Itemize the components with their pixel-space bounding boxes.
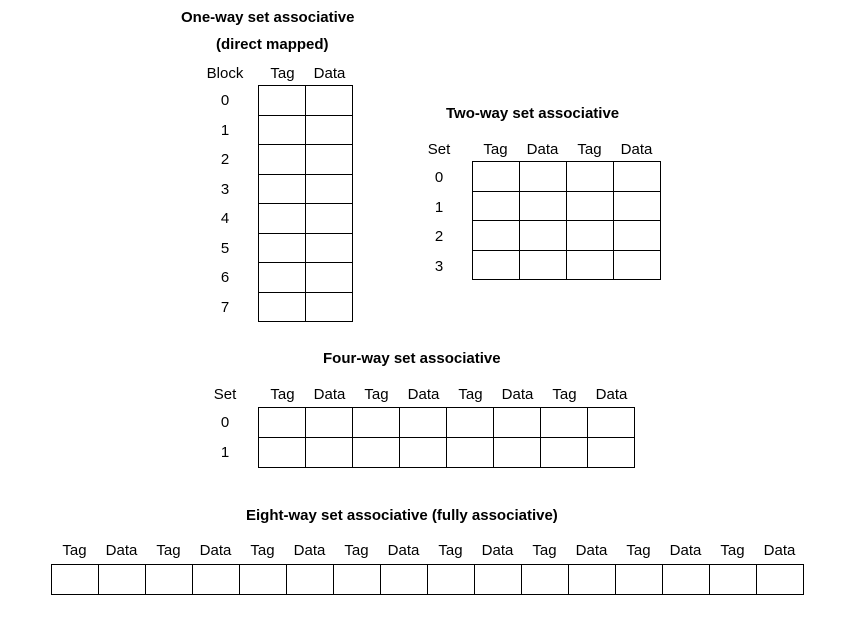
cache-cell [353, 408, 400, 438]
column-header: Data [501, 386, 534, 403]
cache-cell [306, 175, 353, 205]
two-way-set-header: Set [427, 141, 451, 158]
cache-cell [494, 408, 541, 438]
cache-cell [259, 175, 306, 205]
one-way-data-header: Data [313, 65, 346, 82]
cache-cell [447, 408, 494, 438]
cache-cell [259, 86, 306, 116]
block-number-label: 3 [220, 180, 230, 198]
cache-cell [259, 145, 306, 175]
cache-cell [306, 116, 353, 146]
column-header: Data [763, 542, 796, 559]
cache-cell [614, 221, 661, 251]
one-way-block-header: Block [206, 65, 244, 82]
set-number-label: 1 [220, 444, 230, 461]
column-header: Data [407, 386, 440, 403]
one-way-title: One-way set associative [181, 9, 355, 26]
cache-cell [522, 565, 569, 595]
cache-cell [259, 116, 306, 146]
cache-cell [306, 234, 353, 264]
cache-cell [381, 565, 428, 595]
cache-cell [259, 204, 306, 234]
block-number-label: 4 [220, 210, 230, 227]
column-header: Tag [364, 386, 389, 403]
cache-cell [475, 565, 522, 595]
column-header: Tag [720, 542, 745, 559]
two-way-cache-grid [472, 161, 661, 280]
cache-cell [663, 565, 710, 595]
column-header: Tag [483, 141, 508, 158]
cache-cell [334, 565, 381, 595]
cache-cell [567, 162, 614, 192]
cache-cell [541, 438, 588, 468]
cache-cell [306, 293, 353, 323]
block-number-label: 5 [220, 239, 230, 257]
cache-cell [757, 565, 804, 595]
column-header: Tag [62, 542, 87, 559]
cache-cell [520, 221, 567, 251]
block-number-label: 1 [220, 121, 230, 139]
column-header: Tag [577, 141, 602, 158]
cache-cell [541, 408, 588, 438]
column-header: Tag [250, 542, 275, 559]
cache-cell [473, 162, 520, 192]
set-number-label: 0 [434, 169, 444, 186]
cache-cell [567, 192, 614, 222]
cache-cell [614, 192, 661, 222]
cache-cell [259, 293, 306, 323]
column-header: Data [293, 542, 326, 559]
cache-cell [447, 438, 494, 468]
cache-cell [306, 86, 353, 116]
column-header: Data [387, 542, 420, 559]
cache-cell [473, 251, 520, 281]
cache-cell [473, 192, 520, 222]
cache-cell [306, 204, 353, 234]
cache-cell [614, 162, 661, 192]
block-number-label: 7 [220, 298, 230, 316]
cache-cell [567, 251, 614, 281]
one-way-tag-header: Tag [270, 65, 295, 82]
block-number-label: 0 [220, 92, 230, 109]
column-header: Data [481, 542, 514, 559]
cache-cell [240, 565, 287, 595]
cache-cell [306, 145, 353, 175]
eight-way-title: Eight-way set associative (fully associative) [246, 507, 558, 524]
cache-cell [259, 408, 306, 438]
column-header: Tag [532, 542, 557, 559]
cache-cell [259, 263, 306, 293]
cache-cell [353, 438, 400, 468]
column-header: Tag [344, 542, 369, 559]
set-number-label: 1 [434, 198, 444, 216]
block-number-label: 2 [220, 151, 230, 168]
cache-cell [588, 408, 635, 438]
four-way-cache-grid [258, 407, 635, 468]
set-number-label: 0 [220, 414, 230, 431]
cache-cell [52, 565, 99, 595]
cache-cell [400, 438, 447, 468]
cache-cell [306, 438, 353, 468]
cache-cell [567, 221, 614, 251]
cache-cell [520, 192, 567, 222]
column-header: Data [313, 386, 346, 403]
column-header: Data [669, 542, 702, 559]
cache-cell [520, 251, 567, 281]
cache-cell [193, 565, 240, 595]
column-header: Tag [156, 542, 181, 559]
set-number-label: 2 [434, 228, 444, 245]
set-number-label: 3 [434, 257, 444, 275]
four-way-set-header: Set [213, 386, 237, 403]
cache-cell [616, 565, 663, 595]
cache-cell [146, 565, 193, 595]
cache-cell [473, 221, 520, 251]
block-number-label: 6 [220, 269, 230, 286]
column-header: Tag [458, 386, 483, 403]
one-way-cache-grid [258, 85, 353, 322]
column-header: Data [595, 386, 628, 403]
cache-cell [494, 438, 541, 468]
cache-cell [287, 565, 334, 595]
eight-way-cache-grid [51, 564, 804, 595]
cache-cell [306, 263, 353, 293]
column-header: Tag [552, 386, 577, 403]
column-header: Data [105, 542, 138, 559]
two-way-title: Two-way set associative [446, 105, 620, 122]
cache-cell [400, 408, 447, 438]
column-header: Tag [438, 542, 463, 559]
cache-cell [259, 234, 306, 264]
cache-cell [99, 565, 146, 595]
column-header: Data [526, 141, 559, 158]
one-way-subtitle: (direct mapped) [216, 36, 329, 53]
column-header: Data [199, 542, 232, 559]
cache-cell [306, 408, 353, 438]
cache-cell [710, 565, 757, 595]
column-header: Data [620, 141, 653, 158]
column-header: Tag [270, 386, 295, 403]
cache-cell [614, 251, 661, 281]
column-header: Data [575, 542, 608, 559]
column-header: Tag [626, 542, 651, 559]
cache-cell [428, 565, 475, 595]
cache-cell [520, 162, 567, 192]
cache-cell [588, 438, 635, 468]
cache-cell [569, 565, 616, 595]
cache-cell [259, 438, 306, 468]
four-way-title: Four-way set associative [323, 350, 501, 367]
